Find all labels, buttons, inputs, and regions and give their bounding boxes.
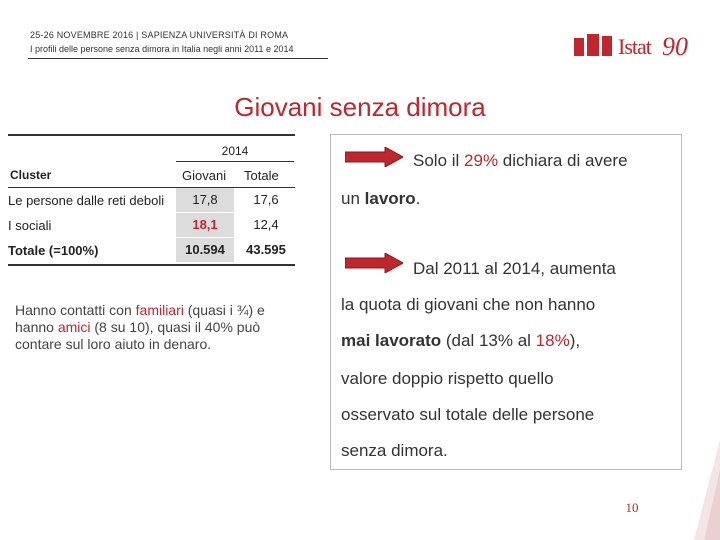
statement-1-line-2 — [341, 181, 420, 216]
note-text — [15, 302, 285, 353]
cell-giovani: 10.594 — [176, 238, 234, 262]
slide-title: Giovani senza dimora — [234, 92, 486, 122]
column-header-totale: Totale — [244, 168, 279, 183]
note-part: (quasi i ¾) e hanno — [15, 302, 265, 335]
event-header: 25-26 NOVEMBRE 2016 | SAPIENZA UNIVERSITÀ DI ROMA — [30, 30, 289, 40]
arrow-right-icon — [345, 253, 403, 273]
statement-2-line-6: senza dimora. — [341, 441, 448, 460]
logo-bar-1 — [574, 38, 584, 56]
arrow-right-icon — [345, 147, 403, 167]
highlight-29-percent: 29% — [464, 151, 499, 170]
row-label: I sociali — [8, 218, 52, 233]
logo-bar-3 — [602, 36, 612, 56]
page-number: 10 — [625, 500, 639, 515]
highlight-18-percent: 18% — [535, 331, 570, 350]
statement-2-line-3 — [341, 323, 580, 358]
table-year: 2014 — [221, 144, 249, 158]
text-part: Solo il — [413, 151, 465, 170]
cell-giovani: 18,1 — [176, 213, 234, 237]
note-part: (8 su 10), quasi il 40% può contare sul loro aiuto in denaro. — [15, 319, 261, 352]
table-bottom-rule — [8, 264, 295, 266]
column-header-giovani: Giovani — [182, 168, 227, 183]
text-part: (dal 13% al — [441, 331, 536, 350]
table-row — [8, 188, 298, 212]
text-part: un — [341, 189, 365, 208]
table-year-rule — [176, 161, 294, 162]
table-top-rule — [8, 134, 295, 136]
highlight-box — [330, 134, 682, 470]
note-keyword-amici: amici — [57, 319, 91, 335]
cell-giovani: 17,8 — [176, 188, 234, 212]
row-label: Le persone dalle reti deboli — [8, 193, 165, 208]
cell-totale: 17,6 — [253, 192, 279, 207]
keyword-mai-lavorato: mai lavorato — [341, 331, 442, 350]
istat-logo — [574, 32, 694, 72]
corner-decoration — [694, 440, 720, 540]
row-label: Totale (=100%) — [8, 243, 99, 258]
statement-2-line-2: la quota di giovani che non hanno — [341, 295, 596, 314]
note-keyword-familiari: familiari — [135, 302, 184, 318]
logo-text: Istat — [618, 34, 651, 59]
note-part: Hanno contatti con — [15, 302, 136, 318]
keyword-lavoro: lavoro — [364, 189, 416, 208]
cell-totale: 43.595 — [246, 242, 286, 257]
logo-bar-2 — [587, 34, 599, 56]
statement-2-line-4: valore doppio rispetto quello — [341, 369, 554, 388]
table-row — [8, 238, 298, 262]
text-part: ), — [569, 331, 581, 350]
statement-1-line-1 — [413, 143, 628, 178]
statement-2-line-1: Dal 2011 al 2014, aumenta — [413, 259, 616, 278]
table-cluster-header: Cluster — [10, 168, 52, 182]
cell-totale: 12,4 — [253, 217, 279, 232]
slide-subtitle: I profili delle persone senza dimora in Italia negli anni 2011 e 2014 — [30, 44, 294, 54]
logo-number: 90 — [662, 32, 688, 61]
text-part: dichiara di avere — [498, 151, 628, 170]
table-row — [8, 213, 298, 237]
statement-2-line-5: osservato sul totale delle persone — [341, 405, 595, 424]
text-part: . — [415, 189, 421, 208]
header-divider — [28, 58, 328, 59]
